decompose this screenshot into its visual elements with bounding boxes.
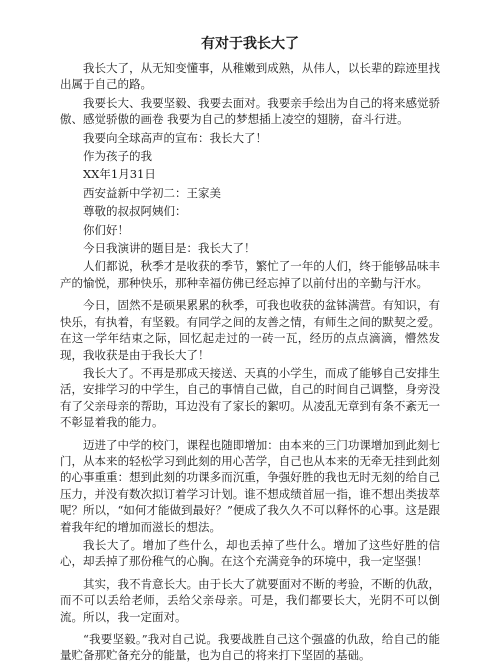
paragraph: 我要长大、我要坚毅、我要去面对。我要亲手绘出为自己的将来感觉骄傲、感觉骄傲的画卷 我要为自己的梦想插上凌空的翅膀，奋斗行进。 bbox=[60, 95, 440, 127]
paragraph: 人们都说，秋季才是收获的季节，繁忙了一年的人们，终于能够品味丰产的愉悦，那种快乐，那种幸福仿佛已经忘掉了以前付出的辛勤与汗水。 bbox=[60, 259, 440, 290]
paragraph: 作为孩子的我 bbox=[83, 149, 152, 164]
paragraph: 其实，我不肯意长大。由于长大了就要面对不断的考验，不断的仇敌，而不可以丢给老师，丢给父亲母亲。可是，我们都要长大，光阴不可以倒流。所以，我一定面对。 bbox=[60, 576, 440, 624]
paragraph: 西安益新中学初二：王家美 bbox=[83, 185, 221, 200]
document-title: 有对于我长大了 bbox=[201, 36, 299, 52]
paragraph: “我要坚毅。”我对自己说。我要战胜自己这个强盛的仇敌，给自己的能量贮备那贮备充分的能量，也为自己的将来打下坚固的基础。 bbox=[60, 632, 440, 663]
paragraph: 我长大了，从无知变懂事，从稚嫩到成熟，从伟人，以长辈的踪迹里找出属于自己的路。 bbox=[60, 61, 440, 92]
paragraph: 我长大了。增加了些什么，却也丢掉了些什么。增加了这些好胜的信心，却丢掉了那份稚气的心胸。在这个充满竞争的环境中，我一定坚强！ bbox=[60, 537, 440, 569]
paragraph: 你们好！ bbox=[83, 222, 129, 237]
paragraph: 尊敬的叔叔阿姨们： bbox=[83, 204, 187, 219]
paragraph: 今日我演讲的题目是：我长大了！ bbox=[83, 241, 256, 256]
paragraph: 迈进了中学的校门，课程也随即增加：由本来的三门功课增加到此刻七门，从本来的轻松学习到此刻的用心苦学，自己也从本来的无牵无挂到此刻的心事重重：想到此刻的功课多而沉重，争强好胜的我也无时无刻的给自己压力，并没有数次拟订着学习计划。谁不想成绩首屈一指，谁不想出类拔萃呢？所以，“如何才能做到最好？”便成了我久久不可以释怀的心事。这是跟着我年纪的增加而滋长的想法。 bbox=[60, 437, 440, 534]
paragraph: 我要向全球高声的宣布：我长大了！ bbox=[83, 130, 267, 145]
paragraph: XX年1月31日 bbox=[83, 167, 156, 182]
document-body bbox=[60, 60, 440, 664]
paragraph: 今日，固然不是硕果累累的秋季，可我也收获的盆钵满营。有知识，有快乐，有执着，有坚毅。有同学之间的友善之情，有师生之间的默契之爱。在这一学年结束之际，回忆起走过的一砖一瓦，经历的点点滴滴，懵然发现，我收获是由于我长大了！ bbox=[60, 298, 440, 362]
paragraph: 我长大了。不再是那成天接送、天真的小学生，而成了能够自己安排生活，安排学习的中学生，自己的事情自己做，自己的时间自己调整，身旁没有了父亲母亲的帮助，耳边没有了家长的絮叨。从凌乱无章到有条不紊无一不彰显着我的能力。 bbox=[60, 365, 440, 430]
